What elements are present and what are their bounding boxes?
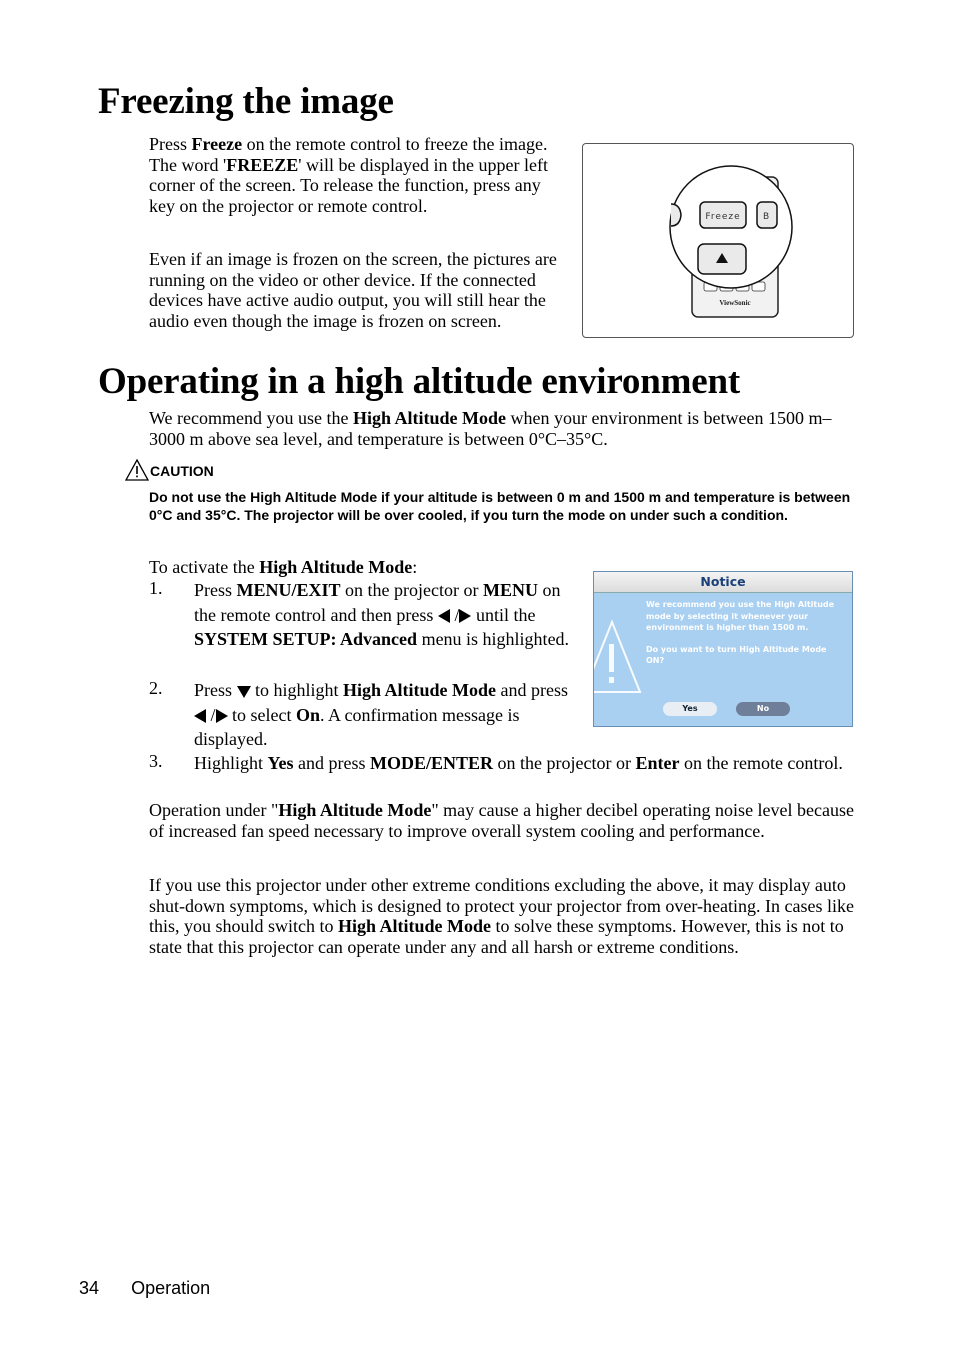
- remote-control-image: [582, 143, 854, 338]
- svg-text:ViewSonic: ViewSonic: [719, 299, 751, 307]
- notice-yes-button[interactable]: Yes: [663, 702, 717, 716]
- step-3-text: Highlight Yes and press MODE/ENTER on the projector or Enter on the remote control.: [194, 753, 843, 773]
- notice-line-2: Do you want to turn High Altitude Mode ON?: [646, 644, 827, 665]
- footer-section: Operation: [131, 1278, 211, 1298]
- notice-dialog-image: [593, 571, 853, 727]
- caution-label: CAUTION: [150, 463, 214, 479]
- notice-no-button[interactable]: No: [736, 702, 790, 716]
- down-arrow-icon: [237, 686, 251, 698]
- freeze-paragraph-2: Even if an image is frozen on the screen, the pictures are running on the video or other device. If the connected devices have active audio output, you will still hear the audio even though the image is frozen on screen.: [149, 249, 557, 331]
- warning-triangle-icon: [593, 618, 642, 698]
- high-altitude-intro: We recommend you use the High Altitude Mode when your environment is between 1500 m–3000 m above sea level, and temperature is between 0°C–35°C.: [149, 408, 832, 449]
- freeze-paragraph-1: Press Freeze on the remote control to freeze the image. The word 'FREEZE' will be displayed in the upper left corner of the screen. To release the function, press any key on the projector or remote control.: [149, 134, 548, 216]
- step-3-number: 3.: [149, 751, 163, 771]
- notice-title: Notice: [594, 572, 852, 593]
- step-1-number: 1.: [149, 578, 163, 598]
- notice-line-1: We recommend you use the High Altitude mode by selecting it whenever your environment is higher than 1500 m.: [646, 600, 835, 632]
- svg-text:B: B: [763, 212, 770, 222]
- svg-text:Freeze: Freeze: [705, 212, 741, 222]
- caution-text: Do not use the High Altitude Mode if your altitude is between 0 m and 1500 m and temperature is between 0°C and 35°C. The projector will be over cooled, if you turn the mode on under such a condition.: [149, 489, 851, 523]
- step-2-text: Press to highlight High Altitude Mode and press / to select On. A confirmation message is displayed.: [194, 680, 569, 749]
- step-1-text: Press MENU/EXIT on the projector or MENU on the remote control and then press / until the SYSTEM SETUP: Advanced menu is highlighted.: [194, 580, 570, 649]
- left-arrow-icon: [194, 709, 206, 723]
- page-number: 34: [79, 1278, 100, 1298]
- page-footer: [79, 1278, 210, 1298]
- warning-triangle-icon: [125, 459, 149, 481]
- activate-intro: To activate the High Altitude Mode:: [149, 557, 418, 577]
- remote-control-illustration-icon: [583, 144, 853, 337]
- section-title-high-altitude: Operating in a high altitude environment: [98, 361, 740, 402]
- notice-message: [646, 599, 846, 667]
- noise-paragraph: Operation under "High Altitude Mode" may cause a higher decibel operating noise level because of increased fan speed necessary to improve overall system cooling and performance.: [149, 800, 854, 841]
- step-2-number: 2.: [149, 678, 163, 698]
- left-arrow-icon: [438, 609, 450, 623]
- right-arrow-icon: [216, 709, 228, 723]
- section-title-freezing: Freezing the image: [98, 81, 394, 122]
- extreme-conditions-paragraph: If you use this projector under other extreme conditions excluding the above, it may display auto shut-down symptoms, which is designed to protect your projector from over-heating. In cases like this, you should switch to High Altitude Mode to solve these symptoms. However, this is not to state that this projector can operate under any and all harsh or extreme conditions.: [149, 875, 854, 957]
- right-arrow-icon: [459, 609, 471, 623]
